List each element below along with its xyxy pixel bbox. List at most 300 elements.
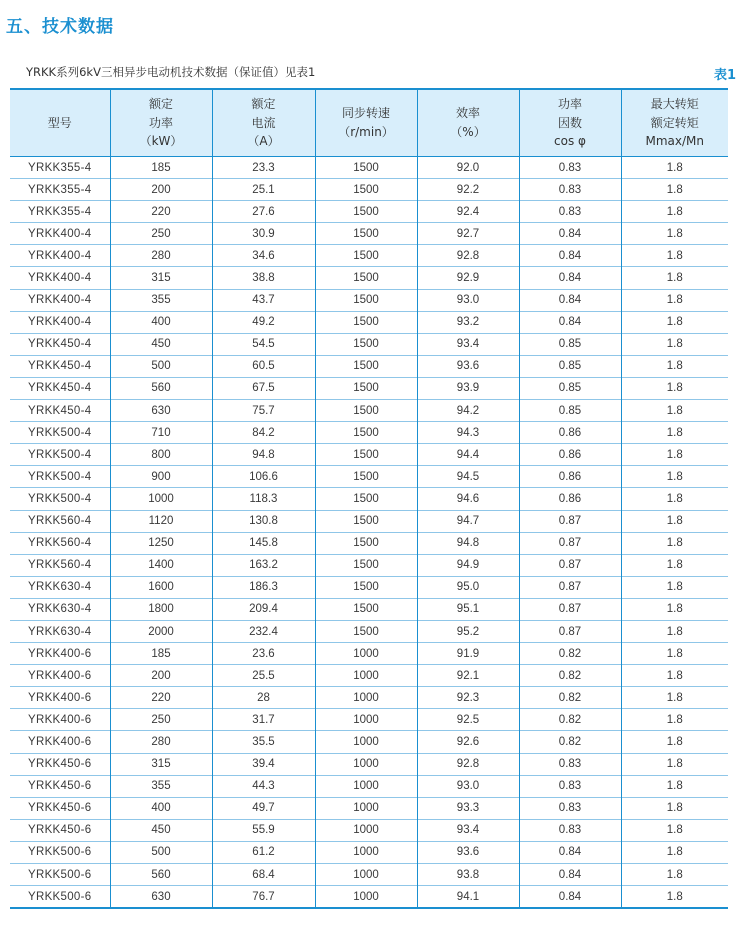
value-cell: 28 bbox=[212, 687, 315, 709]
value-cell: 1.8 bbox=[621, 864, 728, 886]
value-cell: 92.9 bbox=[417, 267, 519, 289]
value-cell: 250 bbox=[110, 709, 212, 731]
model-cell: YRKK355-4 bbox=[10, 157, 110, 179]
value-cell: 49.2 bbox=[212, 311, 315, 333]
value-cell: 1.8 bbox=[621, 157, 728, 179]
value-cell: 0.87 bbox=[519, 576, 621, 598]
model-cell: YRKK500-6 bbox=[10, 864, 110, 886]
model-cell: YRKK400-4 bbox=[10, 289, 110, 311]
value-cell: 1500 bbox=[315, 510, 417, 532]
value-cell: 186.3 bbox=[212, 576, 315, 598]
value-cell: 1250 bbox=[110, 532, 212, 554]
section-title: 五、技术数据 bbox=[6, 17, 114, 37]
value-cell: 0.85 bbox=[519, 400, 621, 422]
value-cell: 76.7 bbox=[212, 886, 315, 909]
value-cell: 92.7 bbox=[417, 223, 519, 245]
table-row bbox=[10, 886, 728, 909]
value-cell: 0.84 bbox=[519, 267, 621, 289]
value-cell: 1.8 bbox=[621, 422, 728, 444]
value-cell: 55.9 bbox=[212, 819, 315, 841]
value-cell: 0.86 bbox=[519, 444, 621, 466]
model-cell: YRKK450-4 bbox=[10, 377, 110, 399]
table-row bbox=[10, 510, 728, 532]
column-header bbox=[110, 89, 212, 157]
table-row bbox=[10, 797, 728, 819]
value-cell: 0.84 bbox=[519, 289, 621, 311]
column-header-line: 电流 bbox=[251, 115, 276, 130]
value-cell: 0.84 bbox=[519, 886, 621, 909]
table-row bbox=[10, 311, 728, 333]
model-cell: YRKK500-6 bbox=[10, 841, 110, 863]
value-cell: 31.7 bbox=[212, 709, 315, 731]
value-cell: 75.7 bbox=[212, 400, 315, 422]
value-cell: 1000 bbox=[315, 886, 417, 909]
value-cell: 200 bbox=[110, 179, 212, 201]
value-cell: 39.4 bbox=[212, 753, 315, 775]
value-cell: 280 bbox=[110, 245, 212, 267]
value-cell: 0.87 bbox=[519, 554, 621, 576]
table-row bbox=[10, 223, 728, 245]
value-cell: 1500 bbox=[315, 223, 417, 245]
column-header-line: Mmax/Mn bbox=[645, 134, 704, 149]
model-cell: YRKK630-4 bbox=[10, 576, 110, 598]
value-cell: 0.84 bbox=[519, 841, 621, 863]
value-cell: 25.1 bbox=[212, 179, 315, 201]
value-cell: 93.6 bbox=[417, 355, 519, 377]
value-cell: 93.0 bbox=[417, 775, 519, 797]
value-cell: 1500 bbox=[315, 620, 417, 642]
column-header-line: 同步转速 bbox=[341, 106, 390, 121]
value-cell: 93.3 bbox=[417, 797, 519, 819]
value-cell: 0.84 bbox=[519, 245, 621, 267]
model-cell: YRKK450-6 bbox=[10, 819, 110, 841]
table-row bbox=[10, 488, 728, 510]
value-cell: 68.4 bbox=[212, 864, 315, 886]
value-cell: 92.3 bbox=[417, 687, 519, 709]
value-cell: 1500 bbox=[315, 422, 417, 444]
column-header-line: 功率 bbox=[557, 97, 582, 112]
model-cell: YRKK450-4 bbox=[10, 400, 110, 422]
model-cell: YRKK355-4 bbox=[10, 179, 110, 201]
value-cell: 67.5 bbox=[212, 377, 315, 399]
value-cell: 1.8 bbox=[621, 201, 728, 223]
value-cell: 200 bbox=[110, 665, 212, 687]
value-cell: 1.8 bbox=[621, 245, 728, 267]
value-cell: 92.2 bbox=[417, 179, 519, 201]
model-cell: YRKK560-4 bbox=[10, 554, 110, 576]
value-cell: 1.8 bbox=[621, 355, 728, 377]
value-cell: 94.7 bbox=[417, 510, 519, 532]
model-cell: YRKK450-6 bbox=[10, 797, 110, 819]
value-cell: 1800 bbox=[110, 598, 212, 620]
value-cell: 1500 bbox=[315, 377, 417, 399]
table-row bbox=[10, 532, 728, 554]
table-row bbox=[10, 731, 728, 753]
table-row bbox=[10, 355, 728, 377]
column-header-line: （%） bbox=[450, 125, 486, 139]
column-header-line: 效率 bbox=[455, 106, 480, 121]
model-cell: YRKK400-4 bbox=[10, 245, 110, 267]
value-cell: 280 bbox=[110, 731, 212, 753]
table-row bbox=[10, 841, 728, 863]
value-cell: 130.8 bbox=[212, 510, 315, 532]
column-header-line: cos φ bbox=[554, 134, 586, 149]
value-cell: 94.8 bbox=[417, 532, 519, 554]
value-cell: 1500 bbox=[315, 444, 417, 466]
value-cell: 93.4 bbox=[417, 819, 519, 841]
value-cell: 1500 bbox=[315, 267, 417, 289]
column-header-line: 额定转矩 bbox=[650, 115, 699, 130]
table-row bbox=[10, 687, 728, 709]
value-cell: 1500 bbox=[315, 466, 417, 488]
model-cell: YRKK500-4 bbox=[10, 422, 110, 444]
value-cell: 1000 bbox=[110, 488, 212, 510]
value-cell: 0.82 bbox=[519, 665, 621, 687]
value-cell: 0.85 bbox=[519, 377, 621, 399]
value-cell: 400 bbox=[110, 311, 212, 333]
value-cell: 1000 bbox=[315, 841, 417, 863]
table-row bbox=[10, 819, 728, 841]
value-cell: 0.87 bbox=[519, 598, 621, 620]
value-cell: 1.8 bbox=[621, 554, 728, 576]
value-cell: 92.8 bbox=[417, 753, 519, 775]
column-header-line: 最大转矩 bbox=[650, 97, 699, 112]
value-cell: 43.7 bbox=[212, 289, 315, 311]
column-header-line: 因数 bbox=[557, 115, 582, 130]
value-cell: 0.87 bbox=[519, 532, 621, 554]
column-header-line: （r/min） bbox=[338, 125, 394, 139]
value-cell: 94.8 bbox=[212, 444, 315, 466]
value-cell: 95.1 bbox=[417, 598, 519, 620]
value-cell: 1.8 bbox=[621, 289, 728, 311]
value-cell: 44.3 bbox=[212, 775, 315, 797]
model-cell: YRKK400-6 bbox=[10, 687, 110, 709]
value-cell: 1.8 bbox=[621, 377, 728, 399]
value-cell: 1000 bbox=[315, 797, 417, 819]
value-cell: 1000 bbox=[315, 753, 417, 775]
model-cell: YRKK500-4 bbox=[10, 466, 110, 488]
value-cell: 1500 bbox=[315, 201, 417, 223]
value-cell: 800 bbox=[110, 444, 212, 466]
model-cell: YRKK400-6 bbox=[10, 665, 110, 687]
table-row bbox=[10, 377, 728, 399]
value-cell: 1500 bbox=[315, 333, 417, 355]
column-header bbox=[417, 89, 519, 157]
value-cell: 49.7 bbox=[212, 797, 315, 819]
value-cell: 91.9 bbox=[417, 643, 519, 665]
value-cell: 1.8 bbox=[621, 731, 728, 753]
value-cell: 220 bbox=[110, 687, 212, 709]
value-cell: 118.3 bbox=[212, 488, 315, 510]
value-cell: 250 bbox=[110, 223, 212, 245]
table-header-row bbox=[10, 89, 728, 157]
value-cell: 94.1 bbox=[417, 886, 519, 909]
table-row bbox=[10, 422, 728, 444]
value-cell: 1.8 bbox=[621, 643, 728, 665]
value-cell: 1.8 bbox=[621, 797, 728, 819]
value-cell: 0.86 bbox=[519, 466, 621, 488]
column-header-line: 型号 bbox=[47, 115, 72, 130]
model-cell: YRKK450-4 bbox=[10, 333, 110, 355]
value-cell: 145.8 bbox=[212, 532, 315, 554]
table-row bbox=[10, 157, 728, 179]
model-cell: YRKK560-4 bbox=[10, 510, 110, 532]
value-cell: 500 bbox=[110, 841, 212, 863]
value-cell: 61.2 bbox=[212, 841, 315, 863]
value-cell: 94.2 bbox=[417, 400, 519, 422]
value-cell: 1500 bbox=[315, 554, 417, 576]
table-row bbox=[10, 267, 728, 289]
value-cell: 0.82 bbox=[519, 687, 621, 709]
model-cell: YRKK500-4 bbox=[10, 488, 110, 510]
model-cell: YRKK400-6 bbox=[10, 731, 110, 753]
value-cell: 92.6 bbox=[417, 731, 519, 753]
column-header-line: 功率 bbox=[148, 115, 173, 130]
value-cell: 710 bbox=[110, 422, 212, 444]
value-cell: 1120 bbox=[110, 510, 212, 532]
value-cell: 95.2 bbox=[417, 620, 519, 642]
value-cell: 84.2 bbox=[212, 422, 315, 444]
value-cell: 400 bbox=[110, 797, 212, 819]
value-cell: 0.85 bbox=[519, 333, 621, 355]
value-cell: 450 bbox=[110, 333, 212, 355]
value-cell: 1500 bbox=[315, 289, 417, 311]
value-cell: 0.87 bbox=[519, 620, 621, 642]
value-cell: 27.6 bbox=[212, 201, 315, 223]
column-header-line: （kW） bbox=[139, 134, 183, 149]
value-cell: 1000 bbox=[315, 864, 417, 886]
column-header-line: 额定 bbox=[148, 97, 173, 112]
value-cell: 94.9 bbox=[417, 554, 519, 576]
value-cell: 93.0 bbox=[417, 289, 519, 311]
value-cell: 900 bbox=[110, 466, 212, 488]
value-cell: 0.84 bbox=[519, 864, 621, 886]
value-cell: 1.8 bbox=[621, 598, 728, 620]
value-cell: 355 bbox=[110, 289, 212, 311]
column-header-line: （A） bbox=[247, 134, 280, 149]
value-cell: 1.8 bbox=[621, 444, 728, 466]
value-cell: 0.82 bbox=[519, 643, 621, 665]
value-cell: 92.0 bbox=[417, 157, 519, 179]
value-cell: 1500 bbox=[315, 532, 417, 554]
value-cell: 92.1 bbox=[417, 665, 519, 687]
value-cell: 0.82 bbox=[519, 731, 621, 753]
column-header-line: 额定 bbox=[251, 97, 276, 112]
value-cell: 1000 bbox=[315, 819, 417, 841]
model-cell: YRKK450-6 bbox=[10, 753, 110, 775]
value-cell: 1.8 bbox=[621, 665, 728, 687]
column-header bbox=[10, 89, 110, 157]
value-cell: 630 bbox=[110, 400, 212, 422]
value-cell: 23.6 bbox=[212, 643, 315, 665]
value-cell: 1.8 bbox=[621, 620, 728, 642]
value-cell: 1.8 bbox=[621, 311, 728, 333]
value-cell: 1500 bbox=[315, 311, 417, 333]
value-cell: 92.5 bbox=[417, 709, 519, 731]
column-header bbox=[315, 89, 417, 157]
value-cell: 1.8 bbox=[621, 510, 728, 532]
model-cell: YRKK560-4 bbox=[10, 532, 110, 554]
table-number: 表1 bbox=[713, 68, 736, 83]
value-cell: 94.4 bbox=[417, 444, 519, 466]
table-row bbox=[10, 775, 728, 797]
value-cell: 93.9 bbox=[417, 377, 519, 399]
value-cell: 232.4 bbox=[212, 620, 315, 642]
value-cell: 163.2 bbox=[212, 554, 315, 576]
value-cell: 30.9 bbox=[212, 223, 315, 245]
value-cell: 1400 bbox=[110, 554, 212, 576]
value-cell: 94.5 bbox=[417, 466, 519, 488]
value-cell: 1.8 bbox=[621, 576, 728, 598]
value-cell: 0.84 bbox=[519, 311, 621, 333]
value-cell: 0.83 bbox=[519, 753, 621, 775]
value-cell: 92.4 bbox=[417, 201, 519, 223]
table-row bbox=[10, 665, 728, 687]
value-cell: 1500 bbox=[315, 179, 417, 201]
table-row bbox=[10, 643, 728, 665]
model-cell: YRKK630-4 bbox=[10, 620, 110, 642]
table-row bbox=[10, 554, 728, 576]
model-cell: YRKK450-4 bbox=[10, 355, 110, 377]
model-cell: YRKK500-4 bbox=[10, 444, 110, 466]
value-cell: 1.8 bbox=[621, 400, 728, 422]
value-cell: 1500 bbox=[315, 400, 417, 422]
value-cell: 209.4 bbox=[212, 598, 315, 620]
value-cell: 315 bbox=[110, 267, 212, 289]
value-cell: 1000 bbox=[315, 687, 417, 709]
value-cell: 93.4 bbox=[417, 333, 519, 355]
value-cell: 220 bbox=[110, 201, 212, 223]
value-cell: 23.3 bbox=[212, 157, 315, 179]
value-cell: 1500 bbox=[315, 355, 417, 377]
table-row bbox=[10, 289, 728, 311]
value-cell: 1.8 bbox=[621, 333, 728, 355]
value-cell: 1600 bbox=[110, 576, 212, 598]
value-cell: 38.8 bbox=[212, 267, 315, 289]
column-header bbox=[519, 89, 621, 157]
table-row bbox=[10, 444, 728, 466]
value-cell: 500 bbox=[110, 355, 212, 377]
value-cell: 1.8 bbox=[621, 775, 728, 797]
value-cell: 560 bbox=[110, 377, 212, 399]
value-cell: 355 bbox=[110, 775, 212, 797]
value-cell: 450 bbox=[110, 819, 212, 841]
value-cell: 315 bbox=[110, 753, 212, 775]
column-header bbox=[621, 89, 728, 157]
model-cell: YRKK400-4 bbox=[10, 223, 110, 245]
value-cell: 92.8 bbox=[417, 245, 519, 267]
value-cell: 106.6 bbox=[212, 466, 315, 488]
table-row bbox=[10, 864, 728, 886]
value-cell: 0.83 bbox=[519, 797, 621, 819]
value-cell: 0.86 bbox=[519, 422, 621, 444]
value-cell: 93.6 bbox=[417, 841, 519, 863]
value-cell: 1.8 bbox=[621, 267, 728, 289]
table-row bbox=[10, 333, 728, 355]
value-cell: 0.83 bbox=[519, 201, 621, 223]
value-cell: 1000 bbox=[315, 709, 417, 731]
model-cell: YRKK450-6 bbox=[10, 775, 110, 797]
value-cell: 1.8 bbox=[621, 687, 728, 709]
value-cell: 34.6 bbox=[212, 245, 315, 267]
value-cell: 185 bbox=[110, 157, 212, 179]
value-cell: 1500 bbox=[315, 576, 417, 598]
value-cell: 0.83 bbox=[519, 179, 621, 201]
table-row bbox=[10, 201, 728, 223]
value-cell: 185 bbox=[110, 643, 212, 665]
value-cell: 0.83 bbox=[519, 775, 621, 797]
model-cell: YRKK355-4 bbox=[10, 201, 110, 223]
table-row bbox=[10, 598, 728, 620]
value-cell: 54.5 bbox=[212, 333, 315, 355]
value-cell: 0.84 bbox=[519, 223, 621, 245]
value-cell: 1.8 bbox=[621, 819, 728, 841]
spec-table bbox=[10, 88, 728, 909]
value-cell: 630 bbox=[110, 886, 212, 909]
value-cell: 1000 bbox=[315, 643, 417, 665]
table-row bbox=[10, 400, 728, 422]
table-row bbox=[10, 245, 728, 267]
value-cell: 0.85 bbox=[519, 355, 621, 377]
model-cell: YRKK500-6 bbox=[10, 886, 110, 909]
model-cell: YRKK400-6 bbox=[10, 643, 110, 665]
table-body bbox=[10, 157, 728, 909]
table-row bbox=[10, 753, 728, 775]
table-row bbox=[10, 709, 728, 731]
value-cell: 0.86 bbox=[519, 488, 621, 510]
value-cell: 94.6 bbox=[417, 488, 519, 510]
value-cell: 0.87 bbox=[519, 510, 621, 532]
value-cell: 1.8 bbox=[621, 466, 728, 488]
value-cell: 93.2 bbox=[417, 311, 519, 333]
value-cell: 35.5 bbox=[212, 731, 315, 753]
value-cell: 1500 bbox=[315, 245, 417, 267]
model-cell: YRKK400-4 bbox=[10, 267, 110, 289]
value-cell: 1500 bbox=[315, 157, 417, 179]
table-row bbox=[10, 576, 728, 598]
model-cell: YRKK630-4 bbox=[10, 598, 110, 620]
value-cell: 1.8 bbox=[621, 488, 728, 510]
value-cell: 1000 bbox=[315, 731, 417, 753]
value-cell: 1000 bbox=[315, 665, 417, 687]
value-cell: 1.8 bbox=[621, 223, 728, 245]
table-caption: YRKK系列6kV三相异步电动机技术数据（保证值）见表1 bbox=[26, 65, 316, 79]
value-cell: 1.8 bbox=[621, 886, 728, 909]
value-cell: 1.8 bbox=[621, 841, 728, 863]
value-cell: 0.83 bbox=[519, 157, 621, 179]
table-row bbox=[10, 620, 728, 642]
table-row bbox=[10, 466, 728, 488]
value-cell: 1.8 bbox=[621, 709, 728, 731]
value-cell: 1.8 bbox=[621, 753, 728, 775]
model-cell: YRKK400-4 bbox=[10, 311, 110, 333]
value-cell: 60.5 bbox=[212, 355, 315, 377]
column-header bbox=[212, 89, 315, 157]
value-cell: 1000 bbox=[315, 775, 417, 797]
value-cell: 560 bbox=[110, 864, 212, 886]
value-cell: 95.0 bbox=[417, 576, 519, 598]
value-cell: 93.8 bbox=[417, 864, 519, 886]
value-cell: 25.5 bbox=[212, 665, 315, 687]
table-caption-row bbox=[10, 62, 736, 83]
value-cell: 1500 bbox=[315, 488, 417, 510]
value-cell: 1.8 bbox=[621, 179, 728, 201]
value-cell: 2000 bbox=[110, 620, 212, 642]
value-cell: 0.82 bbox=[519, 709, 621, 731]
model-cell: YRKK400-6 bbox=[10, 709, 110, 731]
value-cell: 1500 bbox=[315, 598, 417, 620]
value-cell: 1.8 bbox=[621, 532, 728, 554]
